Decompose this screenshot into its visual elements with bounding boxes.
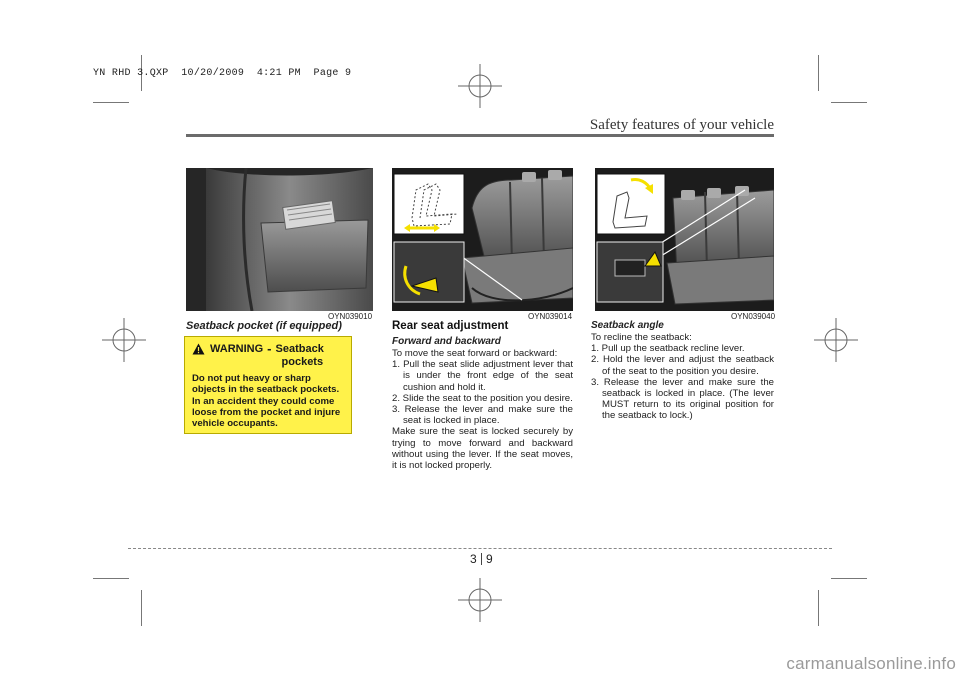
figure-code-pocket: OYN039010: [328, 312, 373, 321]
warning-subject-2: pockets: [281, 356, 324, 368]
registration-mark-top: [456, 62, 504, 110]
seatback-angle-intro: To recline the seatback:: [591, 332, 692, 343]
crop-mark: [831, 578, 867, 579]
crop-mark: [831, 102, 867, 103]
rear-seat-step: 3. Release the lever and make sure the seat is locked in place.: [392, 404, 573, 427]
warning-subject-1: Seatback: [275, 343, 324, 355]
registration-mark-left: [100, 316, 148, 364]
figure-code-angle: OYN039040: [731, 312, 776, 321]
print-slug: YN RHD 3.QXP 10/20/2009 4:21 PM Page 9: [93, 68, 352, 79]
seatback-angle-step: 1. Pull up the seatback recline lever.: [591, 343, 745, 355]
figure-rear-seat-slide: [392, 168, 573, 311]
rear-seat-step: 2. Slide the seat to the position you desire.: [392, 392, 573, 404]
page-number: 9: [486, 552, 493, 566]
seatback-angle-step: 2. Hold the lever and adjust the seatback of the seat to the position you desire.: [591, 354, 774, 377]
crop-mark: [93, 578, 129, 579]
rear-seat-step: 1. Pull the seat slide adjustment lever that is under the front edge of the seat cushion and hold it.: [392, 359, 573, 393]
warning-dash: -: [267, 341, 272, 356]
crop-mark: [93, 102, 129, 103]
figure-seatback-angle: [595, 168, 774, 311]
footer-dashed-rule: [128, 548, 832, 549]
page-number-divider: [481, 553, 482, 565]
crop-mark: [141, 590, 142, 626]
header-rule: [186, 134, 774, 137]
warning-triangle-icon: [192, 343, 205, 355]
warning-header: [192, 343, 344, 369]
watermark: carmanualsonline.info: [786, 654, 956, 673]
rear-seat-subheading: Forward and backward: [392, 336, 501, 347]
warning-label: WARNING: [210, 343, 264, 355]
rear-seat-heading: Rear seat adjustment: [392, 320, 509, 332]
page-header-title: Safety features of your vehicle: [589, 117, 774, 133]
crop-mark: [818, 55, 819, 91]
warning-subject: [276, 343, 324, 369]
seatback-angle-step: 3. Release the lever and make sure the seatback is locked in place. (The lever MUST return to its original position for the seatback to lock.): [591, 376, 774, 422]
warning-box: [184, 336, 352, 434]
rear-seat-note: Make sure the seat is locked securely by trying to move forward and backward without using the lever. If the seat moves, it is not locked properly.: [392, 426, 573, 472]
registration-mark-right: [812, 316, 860, 364]
page-chapter: 3: [470, 552, 477, 566]
figure-seatback-pocket: [186, 168, 373, 311]
seatback-angle-column: [591, 320, 774, 422]
rear-seat-intro: To move the seat forward or backward:: [392, 348, 558, 359]
crop-mark: [818, 590, 819, 626]
warning-body: Do not put heavy or sharp objects in the seatback pockets. In an accident they could come loose from the pocket and injure vehicle occupants.: [192, 373, 341, 430]
seatback-angle-subheading: Seatback angle: [591, 320, 664, 331]
figure-code-slide: OYN039014: [528, 312, 573, 321]
registration-mark-bottom: [456, 576, 504, 624]
rear-seat-column: [392, 320, 573, 471]
caption-seatback-pocket: Seatback pocket (if equipped): [186, 320, 342, 332]
